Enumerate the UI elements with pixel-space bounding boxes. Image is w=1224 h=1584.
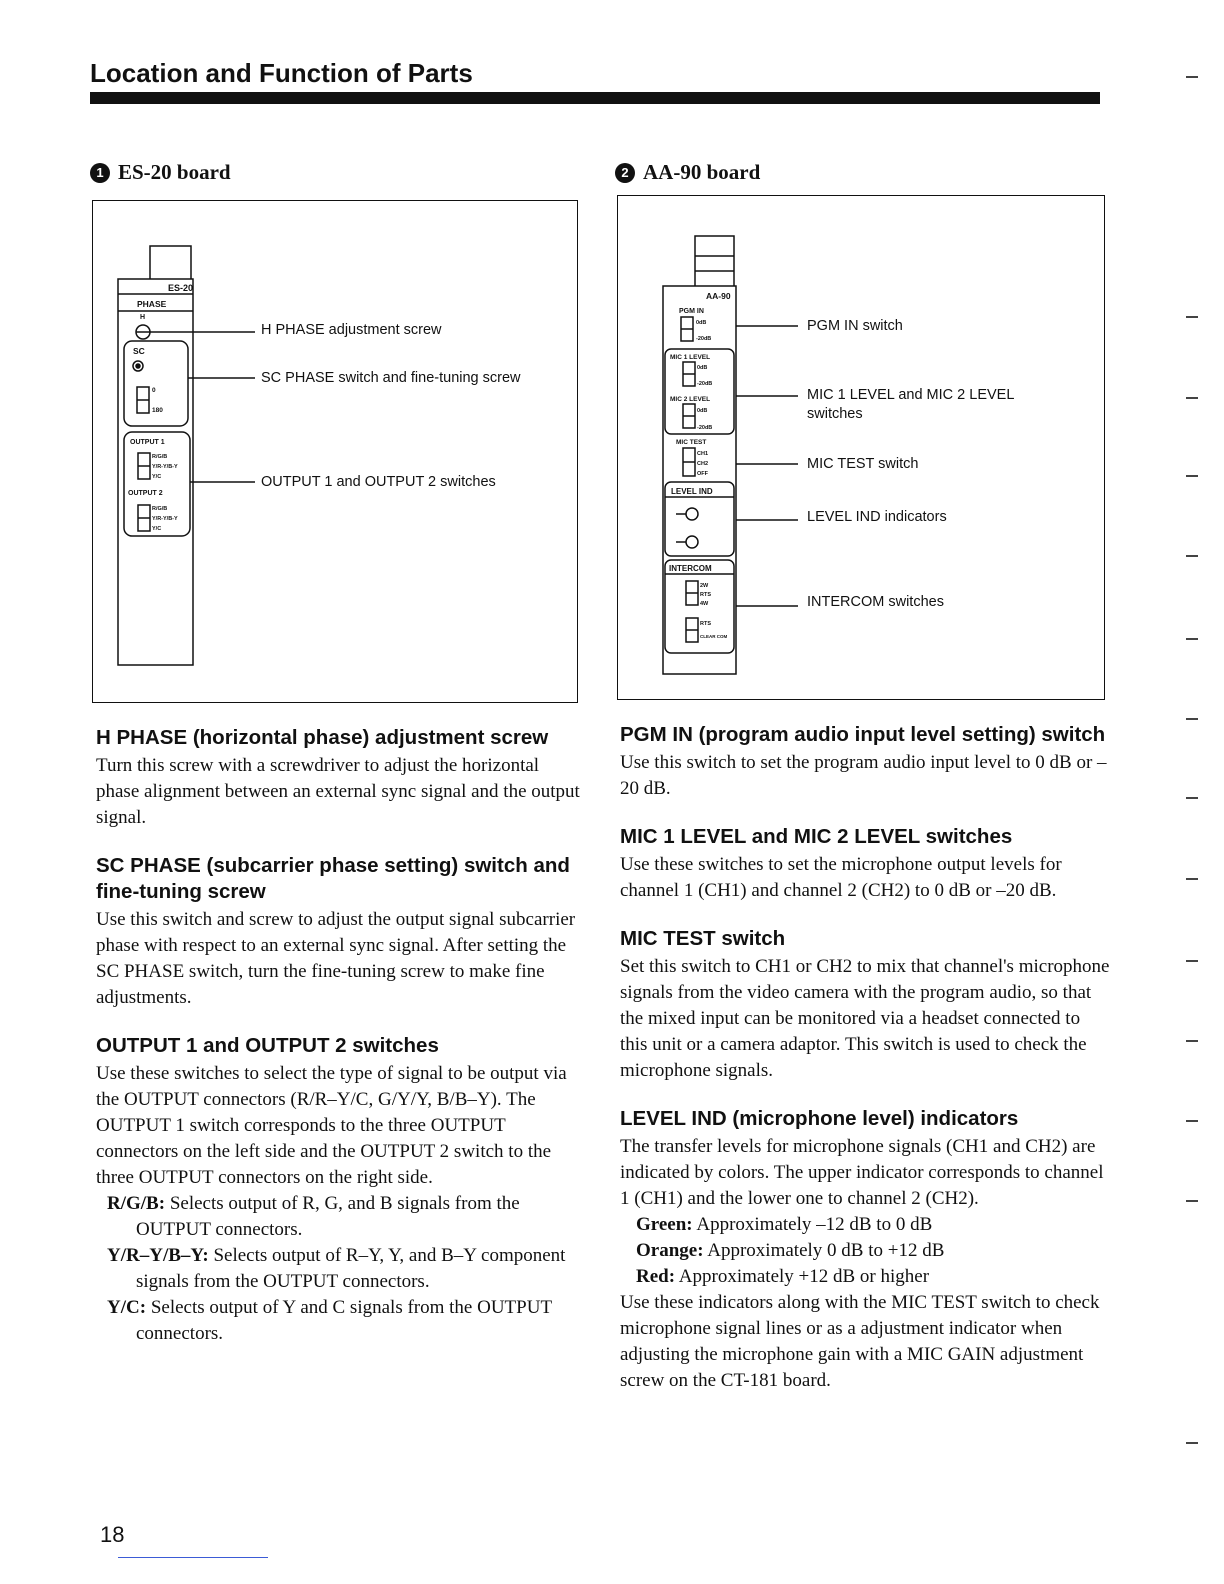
page-title: Location and Function of Parts — [90, 58, 473, 88]
margin-mark — [1186, 316, 1198, 318]
panel-name: ES-20 — [168, 283, 194, 293]
board-outline — [663, 286, 736, 674]
output-body: Use these switches to select the type of signal to be output via the OUTPUT connectors (R/R–Y/C, G/Y/Y, B/B–Y). The OUTPUT 1 switch corresponds to the three OUTPUT connectors on the left side and the OUTPUT 2 switch to the three OUTPUT connectors on the right side. — [96, 1063, 567, 1188]
mic-level-section-text — [620, 824, 1110, 904]
level-ind-section-text — [620, 1106, 1110, 1394]
output-section-text — [96, 1033, 586, 1347]
level-green — [620, 1212, 1110, 1238]
opt-rts: RTS — [700, 621, 711, 627]
option-term: Y/R–Y/B–Y: — [107, 1245, 209, 1266]
phase-label: PHASE — [137, 299, 167, 309]
right-column — [620, 722, 1110, 1416]
output2-label: OUTPUT 2 — [128, 490, 163, 497]
opt-minus20db: -20dB — [697, 381, 713, 387]
level-ind-label: LEVEL IND — [671, 487, 713, 496]
level-term: Orange: — [636, 1240, 704, 1261]
callout-mic-level: MIC 1 LEVEL and MIC 2 LEVEL switches — [807, 387, 1014, 422]
pgm-in-heading: PGM IN (program audio input level setting) switch — [620, 723, 1106, 746]
footer-rule — [118, 1557, 268, 1558]
title-rule — [90, 92, 1100, 104]
opt-0db: 0dB — [696, 320, 707, 326]
board-tab — [695, 236, 734, 286]
opt-4w: 4W — [700, 601, 709, 607]
es20-figure — [92, 200, 578, 703]
opt-0db: 0dB — [697, 408, 708, 414]
sc-phase-section — [96, 853, 586, 1011]
callout-mic-test: MIC TEST switch — [807, 456, 919, 472]
opt-yc: Y/C — [152, 526, 162, 532]
margin-mark — [1186, 1442, 1198, 1444]
h-phase-heading: H PHASE (horizontal phase) adjustment screw — [96, 726, 549, 749]
h-label: H — [140, 314, 146, 321]
section-title: AA-90 board — [643, 160, 761, 184]
opt-minus20db: -20dB — [696, 336, 712, 342]
intercom-label: INTERCOM — [669, 564, 712, 573]
opt-0db: 0dB — [697, 365, 708, 371]
section-title: ES-20 board — [118, 160, 231, 184]
opt-clearcom: CLEAR COM — [700, 634, 728, 639]
output-option-rgb — [96, 1191, 586, 1243]
margin-mark — [1186, 797, 1198, 799]
pgm-in-body: Use this switch to set the program audio input level to 0 dB or –20 dB. — [620, 752, 1107, 799]
opt-rgb: R/G/B — [152, 454, 168, 460]
callout-pgm-in: PGM IN switch — [807, 318, 903, 334]
callout-sc-phase: SC PHASE switch and fine-tuning screw — [261, 370, 521, 386]
section-heading-aa90 — [615, 160, 760, 185]
board-tab — [150, 246, 191, 279]
page-number: 18 — [100, 1522, 125, 1547]
level-term: Red: — [636, 1266, 676, 1287]
level-ind-heading: LEVEL IND (microphone level) indicators — [620, 1107, 1019, 1130]
margin-mark — [1186, 1120, 1198, 1122]
level-ind-body-2: Use these indicators along with the MIC TEST switch to check microphone signal lines or as a adjustment indicator when adjusting the microphone gain with a MIC GAIN adjustment screw on the CT-181 board. — [620, 1292, 1100, 1391]
h-phase-section — [96, 725, 586, 831]
mic-level-body: Use these switches to set the microphone output levels for channel 1 (CH1) and channel 2 (CH2) to 0 dB or –20 dB. — [620, 854, 1062, 901]
mic-test-section — [620, 926, 1110, 1084]
margin-mark — [1186, 397, 1198, 399]
section-heading-es20 — [90, 160, 231, 185]
mic1-label: MIC 1 LEVEL — [670, 354, 711, 361]
option-term: R/G/B: — [107, 1193, 166, 1214]
es20-board-diagram — [93, 201, 577, 702]
margin-mark — [1186, 718, 1198, 720]
aa90-figure — [617, 195, 1105, 700]
option-desc: Selects output of Y and C signals from the OUTPUT connectors. — [136, 1297, 552, 1344]
sc-label: SC — [133, 346, 145, 356]
sc-phase-body: Use this switch and screw to adjust the output signal subcarrier phase with respect to an external sync signal. After setting the SC PHASE switch, turn the fine-tuning screw to make fine adjustments. — [96, 909, 576, 1008]
margin-mark — [1186, 1200, 1198, 1202]
level-desc: Approximately +12 dB or higher — [678, 1266, 930, 1287]
margin-mark — [1186, 1040, 1198, 1042]
h-phase-body: Turn this screw with a screwdriver to adjust the horizontal phase alignment between an external sync signal and the output signal. — [96, 755, 580, 828]
sc-pos-180: 180 — [152, 407, 163, 414]
mic2-label: MIC 2 LEVEL — [670, 396, 711, 403]
opt-yc: Y/C — [152, 474, 162, 480]
level-red — [620, 1264, 1110, 1290]
left-column — [96, 725, 586, 1369]
margin-mark — [1186, 960, 1198, 962]
mic-level-section — [665, 349, 734, 434]
output1-label: OUTPUT 1 — [130, 439, 165, 446]
section-number-badge: 1 — [90, 163, 110, 183]
opt-off: OFF — [697, 471, 708, 477]
aa90-board-diagram — [618, 196, 1104, 699]
mic-level-heading: MIC 1 LEVEL and MIC 2 LEVEL switches — [620, 825, 1013, 848]
margin-mark — [1186, 555, 1198, 557]
sc-phase-heading: SC PHASE (subcarrier phase setting) switch and fine-tuning screw — [96, 854, 570, 903]
opt-ry: Y/R-Y/B-Y — [152, 516, 178, 522]
opt-ch1: CH1 — [697, 451, 709, 457]
opt-ch2: CH2 — [697, 461, 709, 467]
opt-rts: RTS — [700, 592, 711, 598]
level-term: Green: — [636, 1214, 693, 1235]
panel-name: AA-90 — [706, 291, 731, 301]
opt-2w: 2W — [700, 583, 709, 589]
pgm-in-section — [620, 722, 1110, 802]
mic-test-body: Set this switch to CH1 or CH2 to mix that channel's microphone signals from the video camera with the program audio, so that the mixed input can be monitored via a headset connected to this unit or a camera adaptor. This switch is used to check the microphone signals. — [620, 956, 1110, 1081]
board-outline — [118, 279, 193, 665]
option-term: Y/C: — [107, 1297, 147, 1318]
margin-mark — [1186, 76, 1198, 78]
margin-mark — [1186, 475, 1198, 477]
pgm-in-label: PGM IN — [679, 308, 704, 315]
output-option-yc — [96, 1295, 586, 1347]
sc-pos-0: 0 — [152, 387, 156, 394]
level-ind-body: The transfer levels for microphone signals (CH1 and CH2) are indicated by colors. The upper indicator corresponds to channel 1 (CH1) and the lower one to channel 2 (CH2). — [620, 1136, 1104, 1209]
output-heading: OUTPUT 1 and OUTPUT 2 switches — [96, 1034, 439, 1057]
option-desc: Selects output of R, G, and B signals from the OUTPUT connectors. — [136, 1193, 520, 1240]
opt-ry: Y/R-Y/B-Y — [152, 464, 178, 470]
mic-test-label: MIC TEST — [676, 439, 707, 446]
opt-minus20db: -20dB — [697, 425, 713, 431]
margin-mark — [1186, 878, 1198, 880]
callout-level-ind: LEVEL IND indicators — [807, 509, 947, 525]
output-option-ry — [96, 1243, 586, 1295]
callout-h-phase: H PHASE adjustment screw — [261, 322, 442, 338]
mic-test-heading: MIC TEST switch — [620, 927, 786, 950]
callout-output: OUTPUT 1 and OUTPUT 2 switches — [261, 474, 496, 490]
callout-intercom: INTERCOM switches — [807, 594, 944, 610]
level-orange — [620, 1238, 1110, 1264]
level-desc: Approximately 0 dB to +12 dB — [707, 1240, 945, 1261]
opt-rgb: R/G/B — [152, 506, 168, 512]
section-number-badge: 2 — [615, 163, 635, 183]
margin-mark — [1186, 638, 1198, 640]
level-desc: Approximately –12 dB to 0 dB — [696, 1214, 933, 1235]
option-desc: Selects output of R–Y, Y, and B–Y component signals from the OUTPUT connectors. — [136, 1245, 566, 1292]
